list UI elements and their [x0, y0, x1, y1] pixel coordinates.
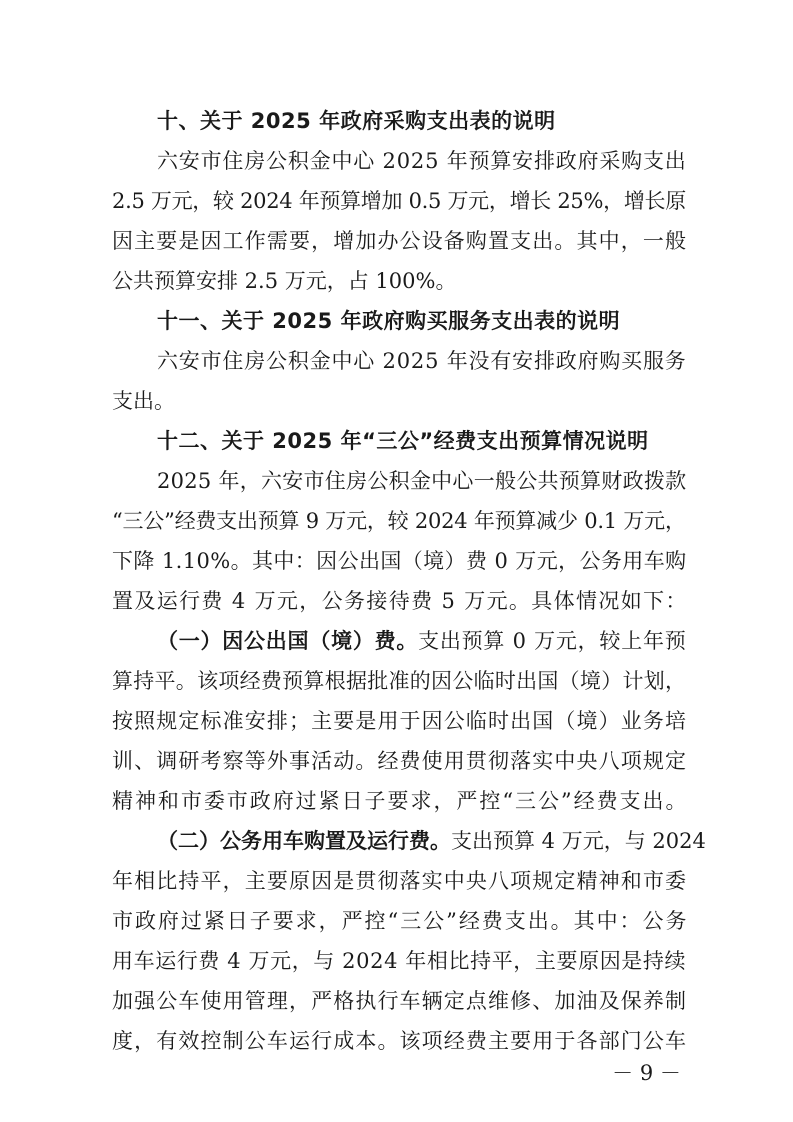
paragraph-line: 支出。 — [112, 389, 175, 413]
section-heading-11: 十一、关于 2025 年政府购买服务支出表的说明 — [157, 309, 621, 333]
paragraph-line: 按照规定标准安排；主要是用于因公临时出国（境）业务培 — [112, 709, 688, 733]
paragraph-line: 六安市住房公积金中心 2025 年没有安排政府购买服务 — [157, 349, 687, 373]
paragraph-line: 年相比持平，主要原因是贯彻落实中央八项规定精神和市委 — [112, 869, 688, 893]
section-heading-10: 十、关于 2025 年政府采购支出表的说明 — [157, 109, 556, 133]
paragraph-line: 置及运行费 4 万元，公务接待费 5 万元。具体情况如下： — [112, 589, 688, 613]
paragraph-line: 加强公车使用管理，严格执行车辆定点维修、加油及保养制 — [112, 989, 688, 1013]
item-1-first-line — [157, 621, 686, 661]
item-2-lead: （二）公务用车购置及运行费。 — [157, 829, 451, 853]
item-2-first-line — [157, 821, 706, 861]
paragraph-line: 市政府过紧日子要求，严控“三公”经费支出。其中：公务 — [112, 909, 689, 933]
paragraph-line: 下降 1.10%。其中：因公出国（境）费 0 万元，公务用车购 — [112, 549, 687, 573]
paragraph-line: 2.5 万元，较 2024 年预算增加 0.5 万元，增长 25%，增长原 — [112, 189, 686, 213]
paragraph-line: 精神和市委市政府过紧日子要求，严控“三公”经费支出。 — [112, 789, 689, 813]
page-number: － 9 － — [612, 1061, 681, 1085]
paragraph-line: “三公”经费支出预算 9 万元，较 2024 年预算减少 0.1 万元， — [112, 509, 686, 533]
item-2-rest: 支出预算 4 万元，与 2024 — [451, 829, 706, 853]
paragraph-line: 算持平。该项经费预算根据批准的因公临时出国（境）计划， — [112, 669, 687, 693]
paragraph-line: 六安市住房公积金中心 2025 年预算安排政府采购支出 — [157, 149, 687, 173]
paragraph-line: 2025 年，六安市住房公积金中心一般公共预算财政拨款 — [157, 469, 687, 493]
paragraph-line: 公共预算安排 2.5 万元，占 100%。 — [112, 269, 457, 293]
paragraph-line: 因主要是因工作需要，增加办公设备购置支出。其中，一般 — [112, 229, 688, 253]
paragraph-line: 度，有效控制公车运行成本。该项经费主要用于各部门公车 — [112, 1029, 688, 1053]
item-1-lead: （一）因公出国（境）费。 — [157, 629, 419, 653]
section-heading-12: 十二、关于 2025 年“三公”经费支出预算情况说明 — [157, 429, 649, 453]
paragraph-line: 训、调研考察等外事活动。经费使用贯彻落实中央八项规定 — [112, 749, 688, 773]
paragraph-line: 用车运行费 4 万元，与 2024 年相比持平，主要原因是持续 — [112, 949, 687, 973]
item-1-rest: 支出预算 0 万元，较上年预 — [418, 629, 687, 653]
